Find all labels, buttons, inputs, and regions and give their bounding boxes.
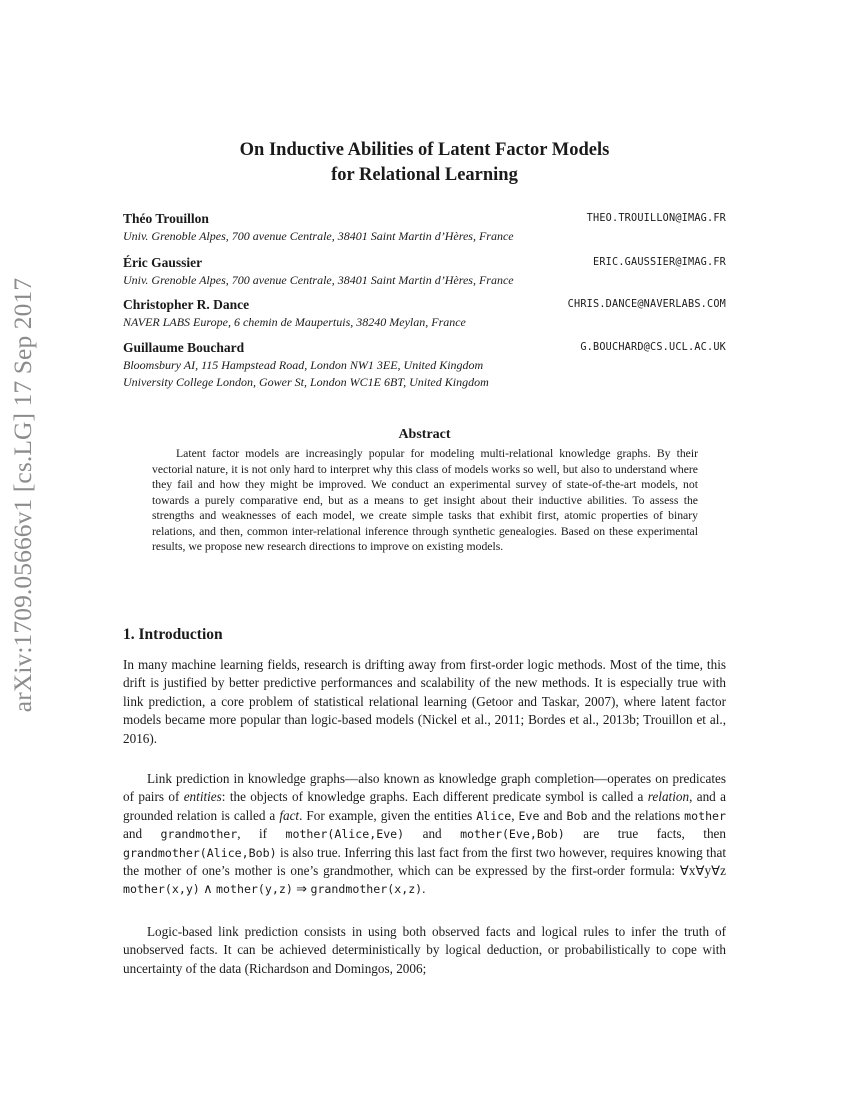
author-name: Éric Gaussier <box>123 255 203 270</box>
intro-paragraph-3: Logic-based link prediction consists in using both observed facts and logical rules to infer the truth of unobserved facts. It can be achieved deterministically by logical deduction, or probabilistically to cope with uncertainty of the data (Richardson and Domingos, 2006; <box>123 924 726 976</box>
formula-term-a: mother(x,y) <box>123 882 200 897</box>
text-run: , if <box>237 826 286 842</box>
text-run: Link prediction in knowledge graphs—also known as knowledge graph completion—operates on predicates of pairs of <box>123 771 726 805</box>
author-block-2 <box>123 254 726 289</box>
author-name: Théo Trouillon <box>123 211 209 226</box>
author-email[interactable]: THEO.TROUILLON@IMAG.FR <box>586 213 726 224</box>
term-relation: relation <box>647 789 690 805</box>
author-affiliation: Univ. Grenoble Alpes, 700 avenue Centrale, 38401 Saint Martin d’Hères, France <box>123 273 514 287</box>
author-affiliation: NAVER LABS Europe, 6 chemin de Maupertuis, 38240 Meylan, France <box>123 315 466 329</box>
code-fact-2: mother(Eve,Bob) <box>460 827 565 842</box>
text-run: , and a grounded relation is called a <box>123 789 726 823</box>
author-block-3 <box>123 296 726 331</box>
abstract-text: Latent factor models are increasingly popular for modeling multi-relational knowledge graphs. By their vectorial nature, it is not only hard to interpret why this class of models works so well, but also to understand where they fail and how they might be improved. We conduct an experimental survey of state-of-the-art models, not towards a purely comparative end, but as a means to get insight about their inductive abilities. To assess the strengths and weaknesses of each model, we create simple tasks that exhibit first, atomic properties of binary relations, and then, common inter-relational inference through synthetic genealogies. Based on these experimental results, we propose new research directions to improve on existing models. <box>152 447 698 553</box>
code-entity-eve: Eve <box>518 808 540 823</box>
text-run: . For example, given the entities <box>299 807 477 823</box>
arxiv-identifier-stamp <box>2 277 44 712</box>
title-line-2: for Relational Learning <box>331 165 518 185</box>
text-run: : the objects of knowledge graphs. Each different predicate symbol is called a <box>221 789 648 805</box>
author-affiliation: Bloomsbury AI, 115 Hampstead Road, London NW1 3EE, United Kingdom <box>123 358 484 372</box>
code-relation-mother: mother <box>684 808 727 823</box>
text-run: are true facts, then <box>564 826 726 842</box>
author-block-1 <box>123 210 726 245</box>
intro-paragraph-1: In many machine learning fields, research is drifting away from first-order logic methods. Most of the time, this drift is justified by better predictive performances and scalability of the new methods. It is especially true with link prediction, a core problem of statistical relational learning (Getoor and Taskar, 2007), where latent factor models became more popular than logic-based models (Nickel et al., 2011; Bordes et al., 2013b; Trouillon et al., 2016). <box>123 657 726 746</box>
author-name: Christopher R. Dance <box>123 297 250 312</box>
code-fact-1: mother(Alice,Eve) <box>285 827 405 842</box>
abstract-heading: Abstract <box>398 427 451 442</box>
author-email[interactable]: G.BOUCHARD@CS.UCL.AC.UK <box>580 342 726 353</box>
code-fact-3: grandmother(Alice,Bob) <box>123 845 277 860</box>
section-heading-introduction: 1. Introduction <box>123 626 223 643</box>
arxiv-identifier-text: arXiv:1709.05666v1 [cs.LG] 17 Sep 2017 <box>8 277 38 712</box>
code-relation-grandmother: grandmother <box>160 827 238 842</box>
title-line-1: On Inductive Abilities of Latent Factor Models <box>239 140 610 160</box>
code-entity-alice: Alice <box>476 808 512 823</box>
formula-term-b: mother(y,z) <box>216 882 293 897</box>
text-run: and <box>404 826 461 842</box>
formula-term-c: grandmother(x,z) <box>310 882 423 897</box>
formula-quantifiers: ∀x∀y∀z <box>679 863 726 879</box>
text-run: and <box>539 807 567 823</box>
author-name: Guillaume Bouchard <box>123 340 245 355</box>
term-entities: entities <box>183 789 222 805</box>
formula-implies: ⇒ <box>292 881 311 897</box>
text-run: , <box>511 807 519 823</box>
intro-paragraph-2 <box>123 770 726 899</box>
author-affiliation-secondary: University College London, Gower St, London WC1E 6BT, United Kingdom <box>123 375 489 389</box>
paper-title <box>123 138 726 188</box>
text-run: and the relations <box>587 807 685 823</box>
author-affiliation: Univ. Grenoble Alpes, 700 avenue Centrale, 38401 Saint Martin d’Hères, France <box>123 229 514 243</box>
term-fact: fact <box>279 807 300 823</box>
author-email[interactable]: CHRIS.DANCE@NAVERLABS.COM <box>567 299 726 310</box>
code-entity-bob: Bob <box>566 808 588 823</box>
text-run: . <box>422 881 426 897</box>
author-email[interactable]: ERIC.GAUSSIER@IMAG.FR <box>592 257 726 268</box>
text-run: and <box>123 826 161 842</box>
author-block-4 <box>123 339 726 391</box>
formula-and: ∧ <box>199 881 217 897</box>
text-run: is also true. Inferring this last fact from the first two however, requires knowing that the mother of one’s mother is one’s grandmother, which can be expressed by the first-order formula: <box>123 844 726 879</box>
